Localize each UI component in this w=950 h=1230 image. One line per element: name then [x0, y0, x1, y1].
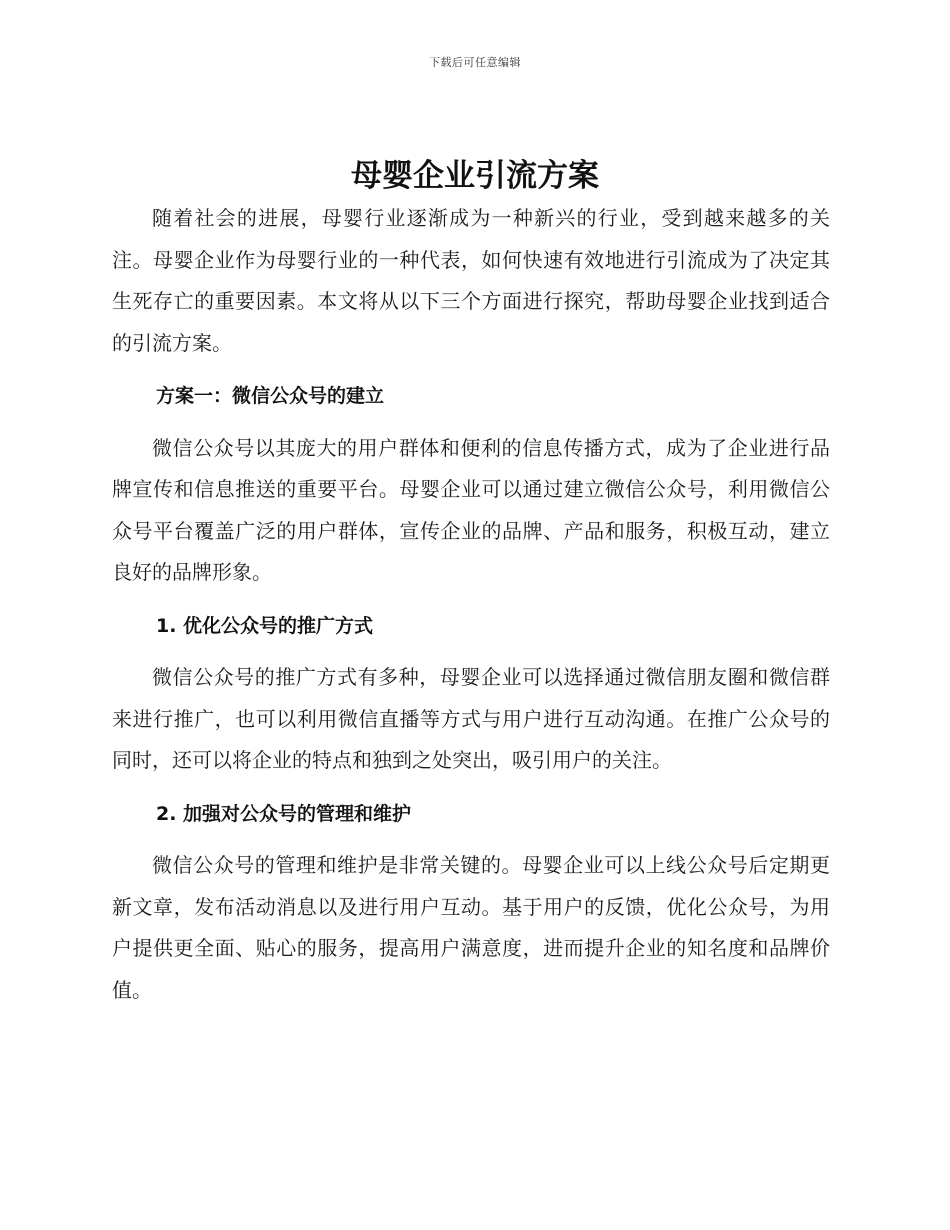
- intro-paragraph: 随着社会的进展，母婴行业逐渐成为一种新兴的行业，受到越来越多的关注。母婴企业作为母婴行业的一种代表，如何快速有效地进行引流成为了决定其生死存亡的重要因素。本文将从以下三个方面进行探究，帮助母婴企业找到适合的引流方案。: [112, 206, 830, 355]
- subsection-paragraph-management: 微信公众号的管理和维护是非常关键的。母婴企业可以上线公众号后定期更新文章，发布活动消息以及进行用户互动。基于用户的反馈，优化公众号，为用户提供更全面、贴心的服务，提高用户满意度，进而提升企业的知名度和品牌价值。: [112, 853, 830, 1002]
- subsection-heading-management: 2. 加强对公众号的管理和维护: [156, 802, 412, 825]
- page-header-note: 下载后可任意编辑: [429, 56, 521, 69]
- document-title: 母婴企业引流方案: [351, 158, 599, 194]
- document-body: [112, 198, 830, 1011]
- subsection-paragraph-promotion: 微信公众号的推广方式有多种，母婴企业可以选择通过微信朋友圈和微信群来进行推广，也可以利用微信直播等方式与用户进行互动沟通。在推广公众号的同时，还可以将企业的特点和独到之处突出，吸引用户的关注。: [112, 665, 830, 772]
- subsection-heading-promotion: 1. 优化公众号的推广方式: [156, 614, 374, 637]
- section-heading-wechat: 方案一：微信公众号的建立: [156, 385, 385, 407]
- section-paragraph-wechat: 微信公众号以其庞大的用户群体和便利的信息传播方式，成为了企业进行品牌宣传和信息推送的重要平台。母婴企业可以通过建立微信公众号，利用微信公众号平台覆盖广泛的用户群体，宣传企业的品牌、产品和服务，积极互动，建立良好的品牌形象。: [112, 435, 830, 584]
